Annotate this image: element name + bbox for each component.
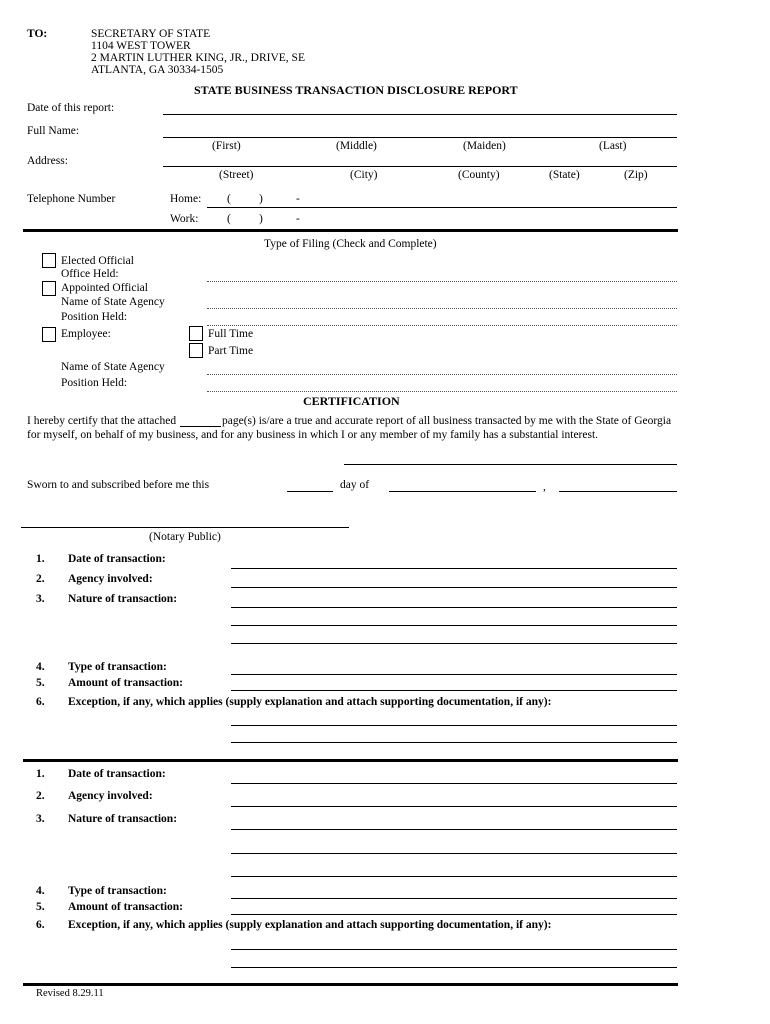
t2-exception-label: Exception, if any, which applies (supply explanation and attach supporting documentation, if any):: [68, 919, 552, 931]
address-field[interactable]: [163, 166, 677, 167]
work-label: Work:: [170, 213, 199, 225]
phone-label: Telephone Number: [27, 193, 116, 205]
position-held-label-2: Position Held:: [61, 377, 128, 389]
t2-nature-field-3[interactable]: [231, 876, 677, 877]
position-held-field[interactable]: [207, 325, 677, 326]
t2-date-label: Date of transaction:: [68, 768, 166, 780]
t2-num-1: 1.: [36, 768, 45, 780]
t1-nature-field-1[interactable]: [231, 607, 677, 608]
t1-nature-label: Nature of transaction:: [68, 593, 178, 605]
address-label: Address:: [27, 155, 68, 167]
home-phone-field[interactable]: [207, 207, 677, 208]
t1-num-1: 1.: [36, 553, 45, 565]
sworn-month-field[interactable]: [389, 491, 536, 492]
certification-title: CERTIFICATION: [303, 394, 400, 408]
t1-nature-field-3[interactable]: [231, 643, 677, 644]
name-last-caption: (Last): [599, 140, 627, 152]
agency-name-field[interactable]: [207, 308, 677, 309]
notary-signature-field[interactable]: [21, 527, 349, 528]
position-held-label: Position Held:: [61, 311, 128, 323]
t2-exception-field-2[interactable]: [231, 967, 677, 968]
home-paren-open: (: [227, 193, 231, 205]
address-line-2: 1104 WEST TOWER: [91, 40, 191, 52]
address-line-3: 2 MARTIN LUTHER KING, JR., DRIVE, SE: [91, 52, 305, 64]
name-middle-caption: (Middle): [336, 140, 377, 152]
t1-date-field[interactable]: [231, 568, 677, 569]
home-dash: -: [296, 193, 300, 205]
transaction-divider: [23, 759, 678, 762]
work-dash: -: [296, 213, 300, 225]
sworn-label: Sworn to and subscribed before me this: [27, 479, 210, 491]
t2-amount-label: Amount of transaction:: [68, 901, 183, 913]
certify-text-b: page(s) is/are a true and accurate report of all business transacted by me with the State of Georgia: [222, 415, 672, 427]
t2-type-label: Type of transaction:: [68, 885, 167, 897]
to-label: TO:: [27, 28, 48, 40]
position-held-field-2[interactable]: [207, 391, 677, 392]
work-paren-close: ): [259, 213, 263, 225]
t2-num-6: 6.: [36, 919, 45, 931]
t1-exception-field-1[interactable]: [231, 725, 677, 726]
t2-nature-label: Nature of transaction:: [68, 813, 178, 825]
name-first-caption: (First): [212, 140, 241, 152]
office-held-field[interactable]: [207, 281, 677, 282]
t1-num-4: 4.: [36, 661, 45, 673]
comma-text: ,: [543, 481, 546, 493]
addr-zip-caption: (Zip): [624, 169, 648, 181]
elected-official-checkbox[interactable]: [42, 253, 56, 268]
address-line-4: ATLANTA, GA 30334-1505: [91, 64, 224, 76]
home-label: Home:: [170, 193, 202, 205]
t1-type-label: Type of transaction:: [68, 661, 167, 673]
t2-agency-label: Agency involved:: [68, 790, 153, 802]
work-paren-open: (: [227, 213, 231, 225]
t1-num-6: 6.: [36, 696, 45, 708]
t2-nature-field-2[interactable]: [231, 853, 677, 854]
date-label: Date of this report:: [27, 102, 115, 114]
agency-name-label: Name of State Agency: [61, 296, 165, 308]
t1-exception-field-2[interactable]: [231, 742, 677, 743]
t1-date-label: Date of transaction:: [68, 553, 166, 565]
addr-state-caption: (State): [549, 169, 580, 181]
certify-text-line2: for myself, on behalf of my business, and for any business in which I or any member of my family has a substantial interest.: [27, 429, 599, 441]
addr-city-caption: (City): [350, 169, 378, 181]
t2-agency-field[interactable]: [231, 806, 677, 807]
full-time-checkbox[interactable]: [189, 326, 203, 341]
t2-nature-field-1[interactable]: [231, 829, 677, 830]
t1-nature-field-2[interactable]: [231, 625, 677, 626]
agency-name-label-2: Name of State Agency: [61, 361, 165, 373]
fullname-label: Full Name:: [27, 125, 80, 137]
notary-label: (Notary Public): [149, 531, 221, 543]
office-held-label: Office Held:: [61, 268, 119, 280]
t2-num-4: 4.: [36, 885, 45, 897]
t1-num-3: 3.: [36, 593, 45, 605]
elected-official-label: Elected Official: [61, 255, 134, 267]
full-time-label: Full Time: [208, 328, 254, 340]
t2-num-3: 3.: [36, 813, 45, 825]
t1-exception-label: Exception, if any, which applies (supply explanation and attach supporting documentation, if any):: [68, 696, 552, 708]
appointed-official-checkbox[interactable]: [42, 281, 56, 296]
part-time-label: Part Time: [208, 345, 254, 357]
address-line-1: SECRETARY OF STATE: [91, 28, 211, 40]
employee-checkbox[interactable]: [42, 327, 56, 342]
t1-amount-label: Amount of transaction:: [68, 677, 183, 689]
t2-exception-field-1[interactable]: [231, 949, 677, 950]
t2-date-field[interactable]: [231, 783, 677, 784]
filing-title: Type of Filing (Check and Complete): [264, 238, 437, 250]
sworn-day-field[interactable]: [287, 491, 333, 492]
date-field[interactable]: [163, 114, 677, 115]
pages-count-field[interactable]: [180, 426, 221, 427]
t2-num-5: 5.: [36, 901, 45, 913]
revised-date: Revised 8.29.11: [36, 988, 104, 999]
fullname-field[interactable]: [163, 137, 677, 138]
t1-num-5: 5.: [36, 677, 45, 689]
addr-county-caption: (County): [458, 169, 500, 181]
t1-num-2: 2.: [36, 573, 45, 585]
name-maiden-caption: (Maiden): [463, 140, 506, 152]
day-of-label: day of: [340, 479, 370, 491]
footer-divider: [23, 983, 678, 986]
t2-num-2: 2.: [36, 790, 45, 802]
t1-amount-field[interactable]: [231, 690, 677, 691]
employee-label: Employee:: [61, 328, 111, 340]
part-time-checkbox[interactable]: [189, 343, 203, 358]
agency-name-field-2[interactable]: [207, 374, 677, 375]
t2-amount-field[interactable]: [231, 914, 677, 915]
home-paren-close: ): [259, 193, 263, 205]
addr-street-caption: (Street): [219, 169, 254, 181]
certify-text-a: I hereby certify that the attached: [27, 415, 177, 427]
t1-agency-label: Agency involved:: [68, 573, 153, 585]
sworn-year-field[interactable]: [559, 491, 677, 492]
page-title: STATE BUSINESS TRANSACTION DISCLOSURE REPORT: [194, 83, 518, 97]
signature-field[interactable]: [344, 464, 677, 465]
t1-type-field[interactable]: [231, 674, 677, 675]
t2-type-field[interactable]: [231, 898, 677, 899]
section-divider: [23, 229, 678, 232]
appointed-official-label: Appointed Official: [61, 282, 148, 294]
t1-agency-field[interactable]: [231, 587, 677, 588]
